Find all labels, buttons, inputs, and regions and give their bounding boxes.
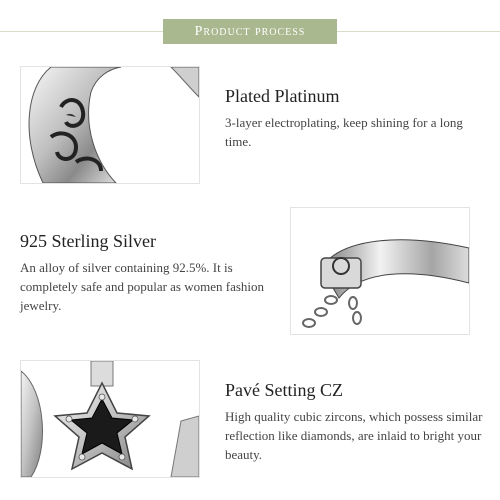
section-description: 3-layer electroplating, keep shining for a long time. <box>225 115 463 149</box>
section-description: High quality cubic zircons, which possess similar reflection like diamonds, are inlaid to bright your beauty. <box>225 409 483 462</box>
sterling-silver-closeup-image <box>290 207 470 335</box>
section-banner <box>163 19 337 44</box>
section-description: An alloy of silver containing 92.5%. It is completely safe and popular as women fashion jewelry. <box>20 260 265 313</box>
star-charm-illustration <box>21 361 199 477</box>
section-title: Plated Platinum <box>225 86 340 106</box>
ring-chain-illustration <box>291 208 469 334</box>
plated-platinum-closeup-image <box>20 66 200 184</box>
plated-platinum-section <box>225 86 475 151</box>
moon-filigree-illustration <box>21 67 199 183</box>
pave-setting-closeup-image <box>20 360 200 478</box>
pave-setting-section <box>225 380 485 464</box>
section-title: 925 Sterling Silver <box>20 231 156 251</box>
section-title: Pavé Setting CZ <box>225 380 343 400</box>
sterling-silver-section <box>20 231 265 315</box>
banner-title: Product process <box>194 23 306 39</box>
